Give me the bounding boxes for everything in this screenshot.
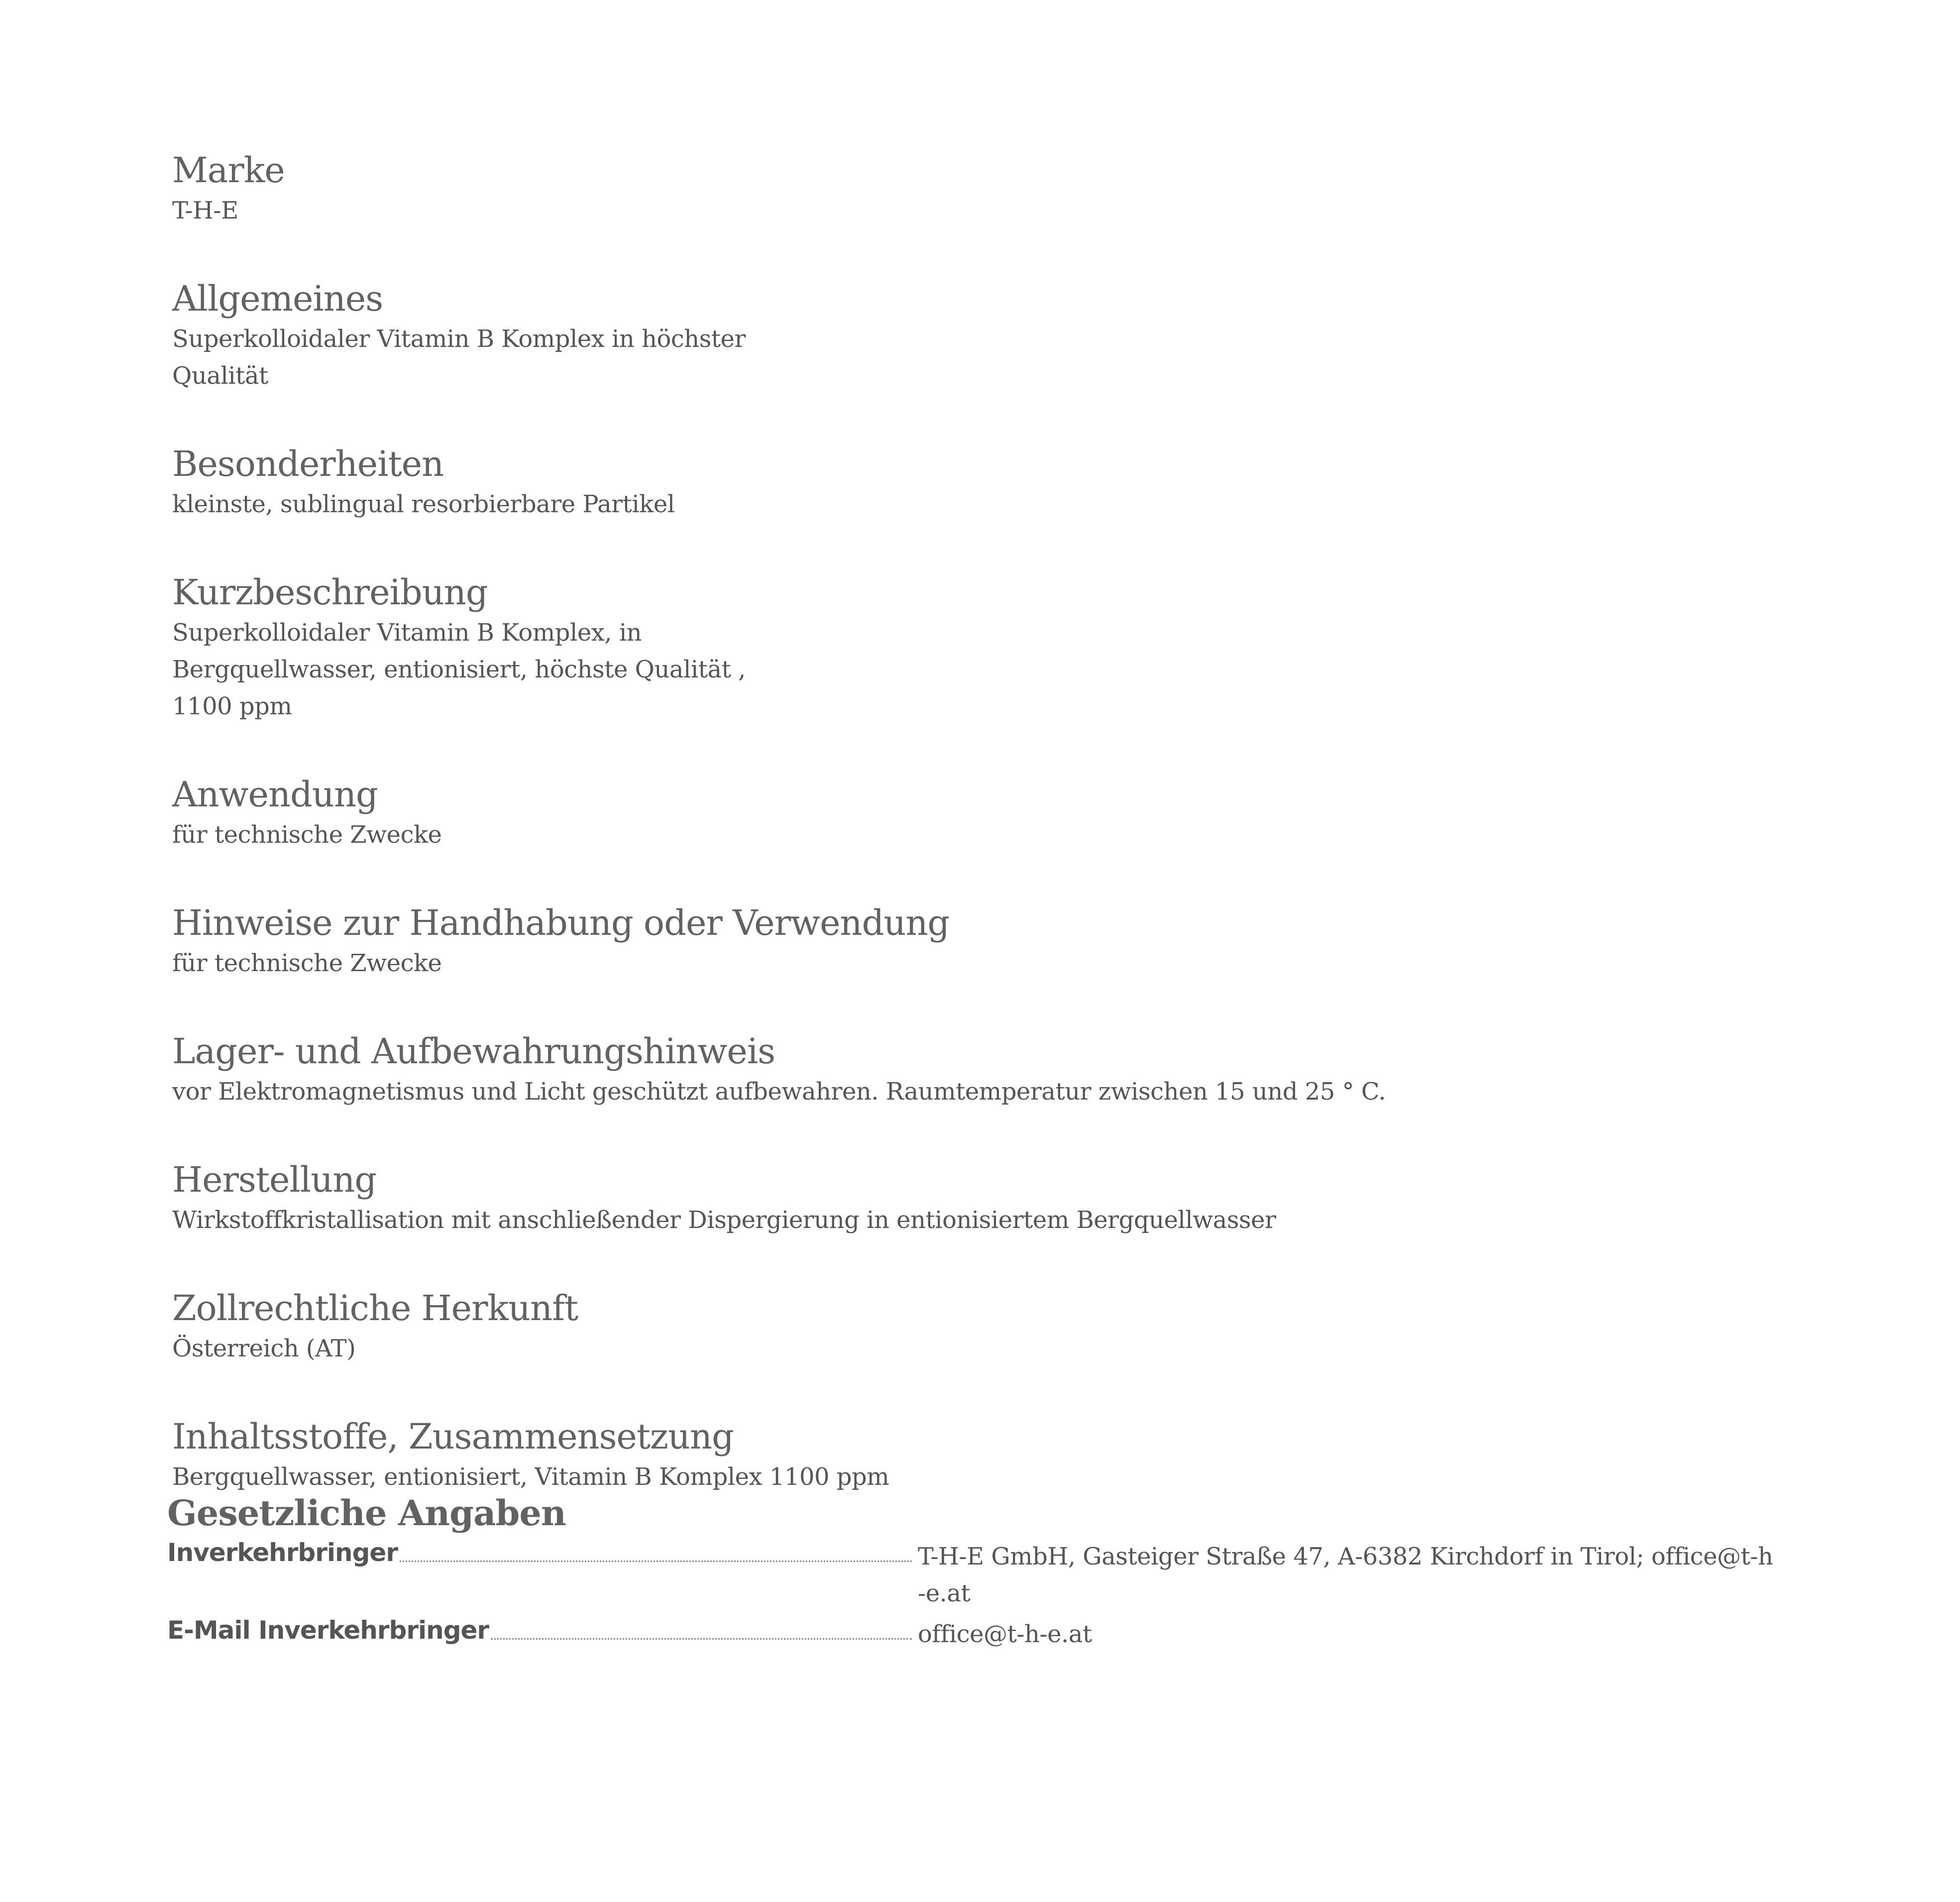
section-heading: Kurzbeschreibung: [172, 572, 488, 613]
section-marke: [172, 149, 1815, 229]
dot-leader: [491, 1612, 912, 1640]
section-heading: Inhaltsstoffe, Zusammensetzung: [172, 1416, 734, 1457]
section-text: vor Elektromagnetismus und Licht geschützt aufbewahren. Raumtemperatur zwischen 15 und 25 ° C.: [172, 1078, 1386, 1106]
legal-value: T-H-E GmbH, Gasteiger Straße 47, A-6382 Kirchdorf in Tirol; office@t-h-e.at: [918, 1543, 1773, 1607]
section-herstellung: [172, 1159, 1815, 1238]
section-inhaltsstoffe: [172, 1416, 1815, 1495]
section-text: Wirkstoffkristallisation mit anschließender Dispergierung in entionisiertem Bergquellwasser: [172, 1206, 1276, 1234]
section-heading: Allgemeines: [172, 278, 383, 319]
legal-label-text: E-Mail Inverkehrbringer: [167, 1616, 489, 1645]
section-heading: Marke: [172, 150, 285, 191]
section-text: Superkolloidaler Vitamin B Komplex in höchster Qualität: [172, 325, 746, 390]
section-text: T-H-E: [172, 197, 238, 224]
section-heading: Hinweise zur Handhabung oder Verwendung: [172, 902, 950, 943]
dot-leader: [400, 1534, 912, 1562]
section-heading: Besonderheiten: [172, 444, 444, 484]
legal-row-email: [167, 1612, 1810, 1653]
section-allgemeines: [172, 278, 1815, 394]
legal-row-inverkehrbringer: [167, 1534, 1810, 1612]
section-text: für technische Zwecke: [172, 821, 442, 849]
section-anwendung: [172, 774, 1815, 853]
legal-label: [167, 1612, 918, 1649]
section-hinweise: [172, 902, 1815, 982]
section-text: Bergquellwasser, entionisiert, Vitamin B Komplex 1100 ppm: [172, 1463, 889, 1491]
section-text: Superkolloidaler Vitamin B Komplex, in Bergquellwasser, entionisiert, höchste Qualität , 1100 ppm: [172, 619, 746, 720]
legal-label: [167, 1534, 918, 1571]
legal-label-text: Inverkehrbringer: [167, 1538, 398, 1567]
section-kurzbeschreibung: [172, 571, 1815, 725]
legal-info: [167, 1492, 1810, 1653]
section-lagerung: [172, 1030, 1815, 1110]
legal-value: office@t-h-e.at: [918, 1620, 1092, 1648]
section-text: kleinste, sublingual resorbierbare Partikel: [172, 490, 675, 518]
section-text: Österreich (AT): [172, 1335, 356, 1362]
legal-title: Gesetzliche Angaben: [167, 1492, 566, 1534]
section-heading: Herstellung: [172, 1159, 377, 1200]
section-heading: Zollrechtliche Herkunft: [172, 1288, 578, 1329]
section-heading: Anwendung: [172, 774, 378, 815]
product-info: [172, 149, 1815, 1544]
section-besonderheiten: [172, 443, 1815, 523]
section-text: für technische Zwecke: [172, 949, 442, 977]
section-heading: Lager- und Aufbewahrungshinweis: [172, 1031, 775, 1072]
section-herkunft: [172, 1287, 1815, 1367]
